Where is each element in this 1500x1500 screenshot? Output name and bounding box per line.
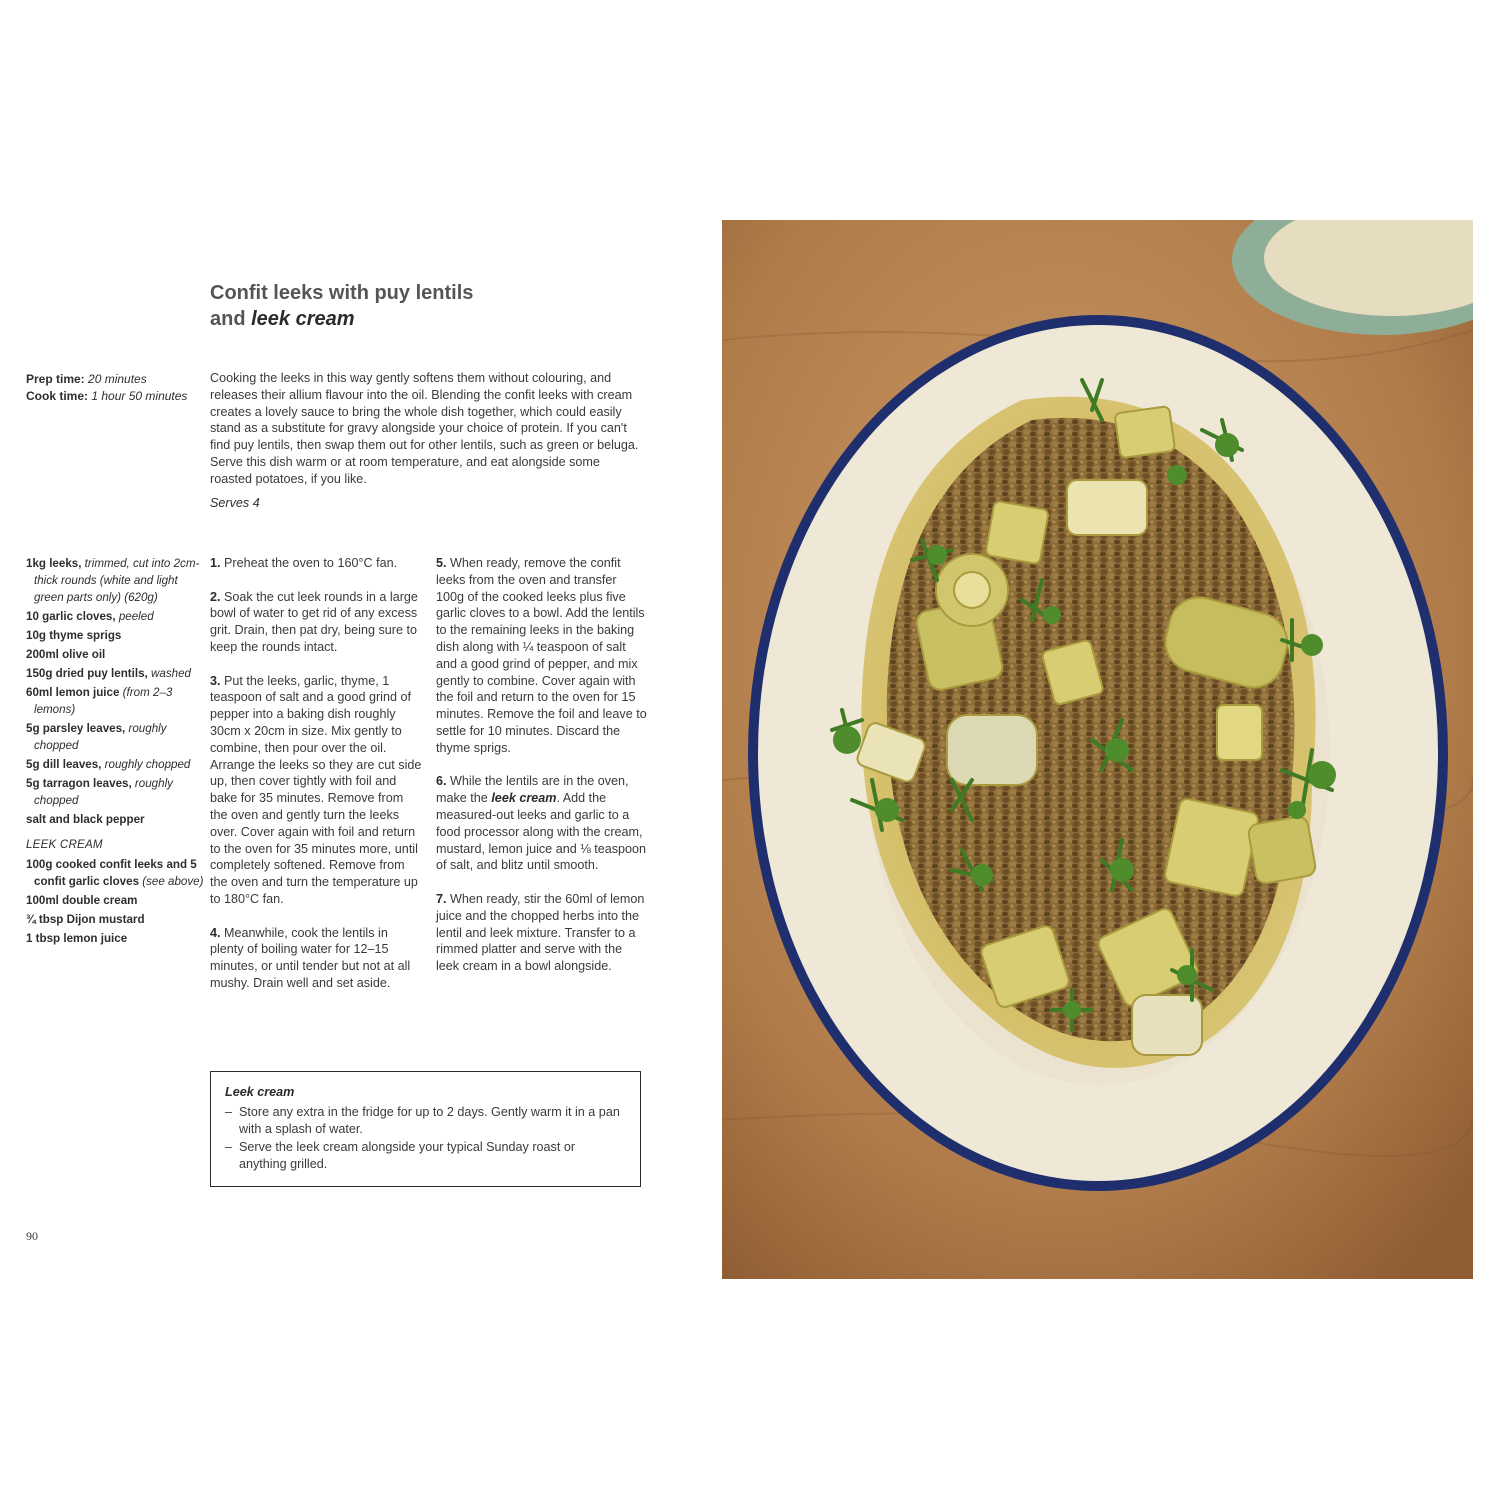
title-line-2-prefix: and [210, 308, 246, 330]
tip-box [210, 1071, 641, 1187]
ingredient-item: ¾ tbsp Dijon mustard [26, 913, 145, 926]
recipe-intro: Cooking the leeks in this way gently softens them without colouring, and releases their allium flavour into the oil. Blending the confit leeks with cream creates a lovely sauce to bring the whole dish together, which could easily stand as a substitute for gravy alongside your choice of protein. If you can't find puy lentils, then swap them out for other lentils, such as green or beluga. Serve this dish warm or at room temperature, and eat alongside some roasted potatoes, if you like. [210, 371, 639, 486]
method-step: 1. Preheat the oven to 160°C fan. [210, 556, 398, 570]
ingredient-item: 1kg leeks, trimmed, cut into 2cm-thick rounds (white and light green parts only) (620g) [26, 557, 200, 604]
dish-photo [722, 220, 1473, 1279]
ingredient-item: 60ml lemon juice (from 2–3 lemons) [26, 686, 173, 716]
ingredient-item: 10g thyme sprigs [26, 629, 122, 642]
ingredient-item: salt and black pepper [26, 813, 145, 826]
method-column-1 [210, 555, 422, 1009]
method-step: 3. Put the leeks, garlic, thyme, 1 teaspoon of salt and a good grind of pepper into a baking dish roughly 30cm x 20cm in size. Mix gently to combine, then pour over the oil. Arrange the leeks so they are cut side up, then cover tightly with foil and bake for 35 minutes. Remove from the oven and gently turn the leeks over. Cover again with foil and return to the oven for 35 minutes more, until completely softened. Remove from the oven and turn the temperature up to 180°C fan. [210, 673, 422, 906]
main-ingredients [26, 555, 206, 828]
ingredient-item: 5g dill leaves, roughly chopped [26, 758, 191, 771]
method-step: 6. While the lentils are in the oven, make the leek cream. Add the measured-out leeks and garlic to a food processor along with the cream, mustard, lemon juice and ⅛ teaspoon of salt, and blitz until smooth. [436, 774, 647, 873]
tip-item: – Serve the leek cream alongside your typical Sunday roast or anything grilled. [225, 1140, 576, 1172]
method-step: 5. When ready, remove the confit leeks from the oven and transfer 100g of the cooked leeks plus five garlic cloves to a bowl. Add the lentils to the remaining leeks in the baking dish along with ¼ teaspoon of salt and a good grind of pepper, and mix gently to combine. Cover again with the foil and return to the oven for 15 minutes. Remove the foil and leave to settle for 10 minutes. Discard the thyme sprigs. [436, 556, 647, 755]
dish-illustration [722, 220, 1473, 1279]
leek-cream-heading: LEEK CREAM [26, 838, 103, 851]
title-line-2-emphasis: leek cream [251, 308, 355, 330]
tip-title: Leek cream [225, 1085, 295, 1099]
ingredient-item: 1 tbsp lemon juice [26, 932, 128, 945]
method-step: 7. When ready, stir the 60ml of lemon juice and the chopped herbs into the lentil and leek mixture. Transfer to a rimmed platter and serve with the leek cream in a bowl alongside. [436, 891, 645, 974]
time-info [26, 371, 206, 405]
leek-cream-ingredients [26, 856, 206, 947]
tip-items [225, 1104, 626, 1173]
method-step: 4. Meanwhile, cook the lentils in plenty of boiling water for 12–15 minutes, or until tender but not at all mushy. Drain well and set aside. [210, 925, 411, 990]
ingredients-list [26, 555, 206, 949]
ingredient-item: 5g parsley leaves, roughly chopped [26, 722, 167, 752]
recipe-title [210, 280, 630, 332]
method-column-2 [436, 555, 648, 992]
ingredient-item: 100g cooked confit leeks and 5 confit garlic cloves (see above) [26, 858, 204, 888]
ingredient-item: 10 garlic cloves, peeled [26, 610, 154, 623]
ingredient-item: 5g tarragon leaves, roughly chopped [26, 777, 173, 807]
ingredient-item: 150g dried puy lentils, washed [26, 667, 191, 680]
serves: Serves 4 [210, 496, 260, 510]
tip-item: – Store any extra in the fridge for up to 2 days. Gently warm it in a pan with a splash of water. [225, 1104, 620, 1136]
method-step: 2. Soak the cut leek rounds in a large bowl of water to get rid of any excess grit. Drain, then pat dry, being sure to keep the rounds intact. [210, 589, 418, 654]
ingredient-item: 100ml double cream [26, 894, 138, 907]
prep-time: Prep time: 20 minutes [26, 372, 147, 386]
title-line-1: Confit leeks with puy lentils [210, 282, 474, 304]
cook-time: Cook time: 1 hour 50 minutes [26, 389, 188, 403]
page-number: 90 [26, 1229, 38, 1243]
ingredient-item: 200ml olive oil [26, 648, 106, 661]
